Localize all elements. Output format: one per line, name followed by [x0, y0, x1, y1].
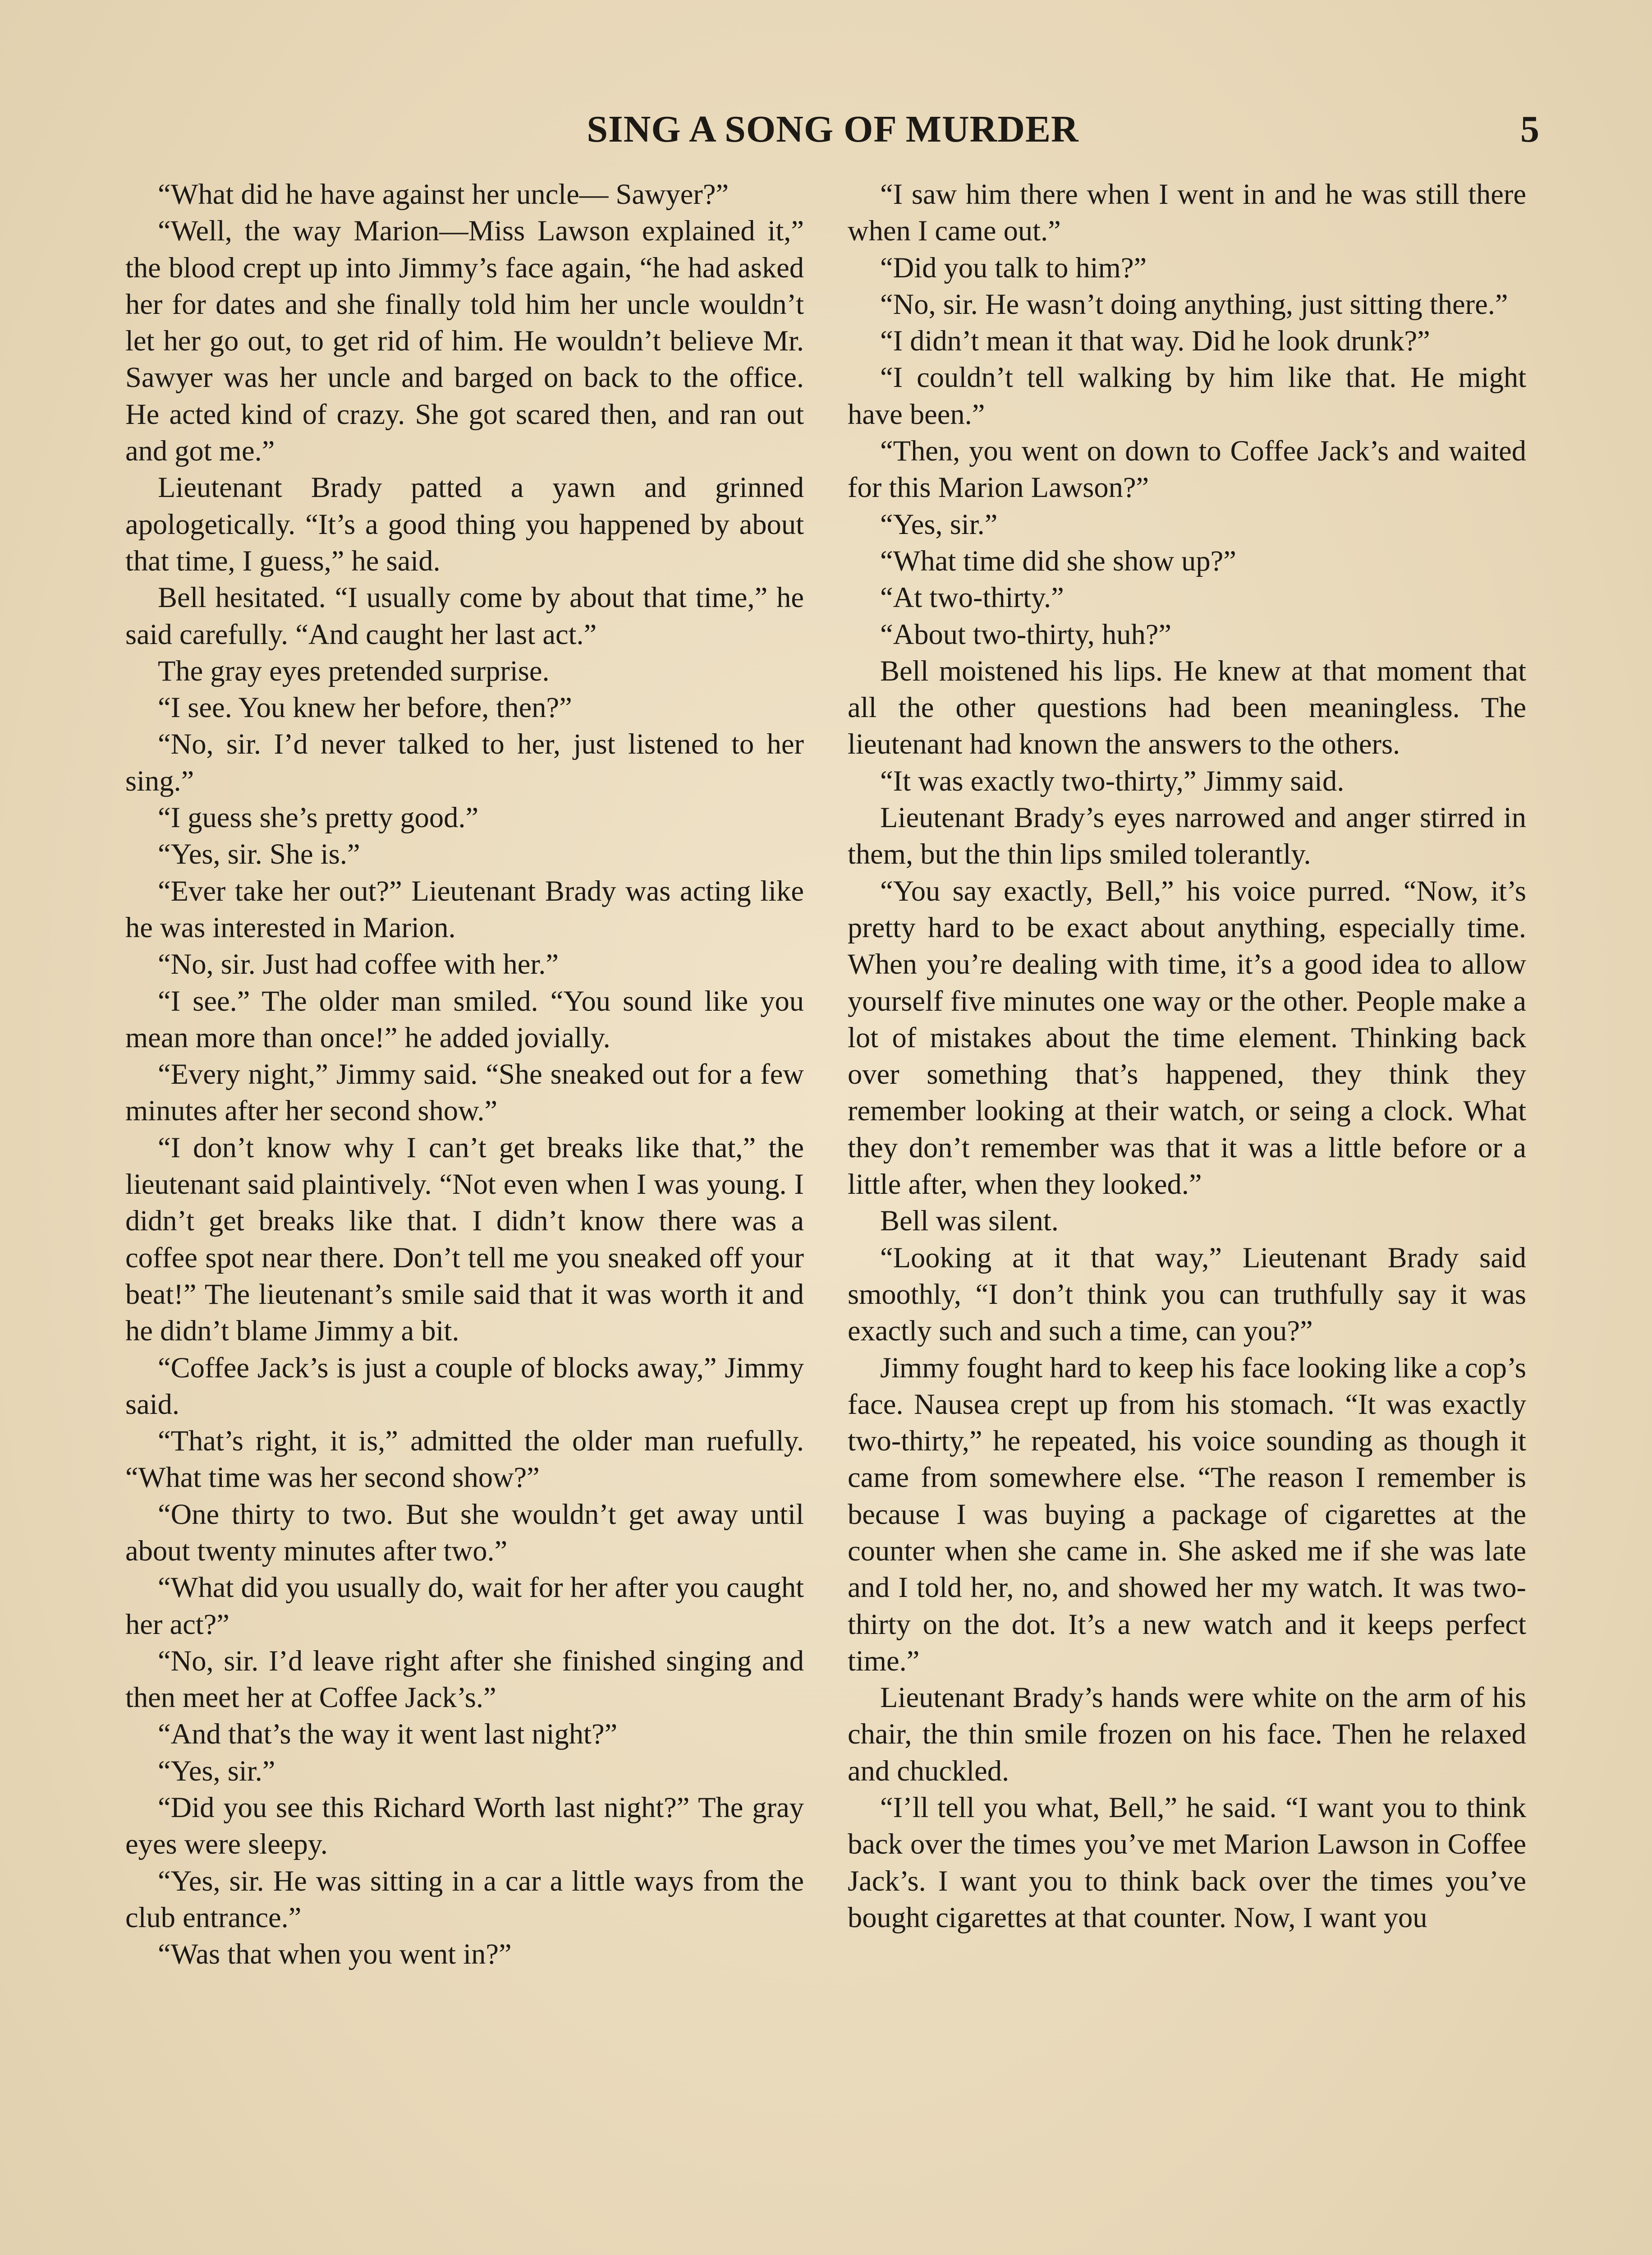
paragraph: “What did he have against her uncle— Sawyer?”	[158, 178, 729, 210]
right-column	[848, 176, 1526, 1936]
paragraph: “Ever take her out?” Lieutenant Brady was acting like he was interested in Marion.	[125, 874, 804, 943]
paragraph: “That’s right, it is,” admitted the older man ruefully. “What time was her second show?”	[125, 1425, 804, 1494]
paragraph: Bell was silent.	[880, 1205, 1059, 1237]
paragraph: “Looking at it that way,” Lieutenant Brady said smoothly, “I don’t think you can truthfully say it was exactly such and such a time, can you?”	[848, 1241, 1526, 1347]
paragraph: Lieutenant Brady’s hands were white on the arm of his chair, the thin smile frozen on his face. Then he relaxed and chuckled.	[848, 1681, 1526, 1787]
paragraph: “Did you talk to him?”	[880, 251, 1147, 284]
paragraph: “I guess she’s pretty good.”	[158, 801, 479, 834]
paragraph: “Did you see this Richard Worth last night?” The gray eyes were sleepy.	[125, 1791, 804, 1860]
paragraph: “I don’t know why I can’t get breaks like that,” the lieutenant said plaintively. “Not even when I was young. I didn’t get breaks like that. I didn’t know there was a coffee spot near there. Don’t tell me you sneaked off your beat!” The lieutenant’s smile said that it was worth it and he didn’t blame Jimmy a bit.	[125, 1131, 804, 1347]
paragraph: “I couldn’t tell walking by him like that. He might have been.”	[848, 361, 1526, 430]
paragraph: “Yes, sir. He was sitting in a car a little ways from the club entrance.”	[125, 1864, 804, 1933]
paragraph: The gray eyes pretended surprise.	[158, 654, 550, 687]
paragraph: “No, sir. He wasn’t doing anything, just sitting there.”	[880, 288, 1508, 320]
paragraph: “Was that when you went in?”	[158, 1938, 512, 1970]
paragraph: “Then, you went on down to Coffee Jack’s and waited for this Marion Lawson?”	[848, 435, 1526, 504]
paragraph: “I see. You knew her before, then?”	[158, 691, 572, 724]
left-column	[125, 176, 804, 1973]
paragraph: Bell moistened his lips. He knew at that moment that all the other questions had been meaningless. The lieutenant had known the answers to the others.	[848, 654, 1526, 760]
paragraph: Lieutenant Brady patted a yawn and grinned apologetically. “It’s a good thing you happened by about that time, I guess,” he said.	[125, 471, 804, 577]
paragraph: “Yes, sir.”	[158, 1754, 275, 1787]
paragraph: “Coffee Jack’s is just a couple of blocks away,” Jimmy said.	[125, 1351, 804, 1420]
paragraph: “Yes, sir. She is.”	[158, 838, 360, 870]
paragraph: “What did you usually do, wait for her after you caught her act?”	[125, 1571, 804, 1640]
page-number: 5	[1520, 108, 1539, 150]
paragraph: “And that’s the way it went last night?”	[158, 1718, 618, 1750]
paragraph: “I see.” The older man smiled. “You sound like you mean more than once!” he added jovially.	[125, 985, 804, 1054]
paragraph: “You say exactly, Bell,” his voice purred. “Now, it’s pretty hard to be exact about anything, especially time. When you’re dealing with time, it’s a good idea to allow yourself five minutes one way or the other. People make a lot of mistakes about the time element. Thinking back over something that’s happened, they think they remember looking at their watch, or seing a clock. What they don’t remember was that it was a little before or a little after, when they looked.”	[848, 874, 1526, 1201]
paragraph: “Well, the way Marion—Miss Lawson explained it,” the blood crept up into Jimmy’s face again, “he had asked her for dates and she finally told him her uncle wouldn’t let her go out, to get rid of him. He wouldn’t believe Mr. Sawyer was her uncle and barged on back to the office. He acted kind of crazy. She got scared then, and ran out and got me.”	[125, 215, 804, 467]
paragraph: “No, sir. Just had coffee with her.”	[158, 948, 559, 980]
paragraph: “I’ll tell you what, Bell,” he said. “I want you to think back over the times you’ve met Marion Lawson in Coffee Jack’s. I want you to think back over the times you’ve bought cigarettes at that counter. Now, I want you	[848, 1791, 1526, 1933]
paragraph: Lieutenant Brady’s eyes narrowed and anger stirred in them, but the thin lips smiled tolerantly.	[848, 801, 1526, 870]
paragraph: Jimmy fought hard to keep his face looking like a cop’s face. Nausea crept up from his stomach. “It was exactly two-thirty,” he repeated, his voice sounding as though it came from somewhere else. “The reason I remember is because I was buying a package of cigarettes at the counter when she came in. She asked me if she was late and I told her, no, and showed her my watch. It was two-thirty on the dot. It’s a new watch and it keeps perfect time.”	[848, 1351, 1527, 1677]
paragraph: “No, sir. I’d never talked to her, just listened to her sing.”	[125, 728, 804, 797]
paragraph: “One thirty to two. But she wouldn’t get away until about twenty minutes after two.”	[125, 1498, 804, 1567]
paragraph: “About two-thirty, huh?”	[880, 618, 1172, 650]
paragraph: “I saw him there when I went in and he was still there when I came out.”	[848, 178, 1526, 247]
paragraph: Bell hesitated. “I usually come by about that time,” he said carefully. “And caught her last act.”	[125, 581, 804, 650]
paragraph: “Every night,” Jimmy said. “She sneaked out for a few minutes after her second show.”	[125, 1058, 804, 1127]
paragraph: “It was exactly two-thirty,” Jimmy said.	[880, 764, 1345, 797]
paragraph: “At two-thirty.”	[880, 581, 1064, 614]
paragraph: “No, sir. I’d leave right after she finished singing and then meet her at Coffee Jack’s.”	[125, 1644, 804, 1714]
story-title: SING A SONG OF MURDER	[587, 108, 1079, 150]
paragraph: “What time did she show up?”	[880, 544, 1236, 577]
paragraph: “Yes, sir.”	[880, 508, 998, 540]
running-header	[126, 107, 1539, 157]
paragraph: “I didn’t mean it that way. Did he look drunk?”	[880, 325, 1430, 357]
